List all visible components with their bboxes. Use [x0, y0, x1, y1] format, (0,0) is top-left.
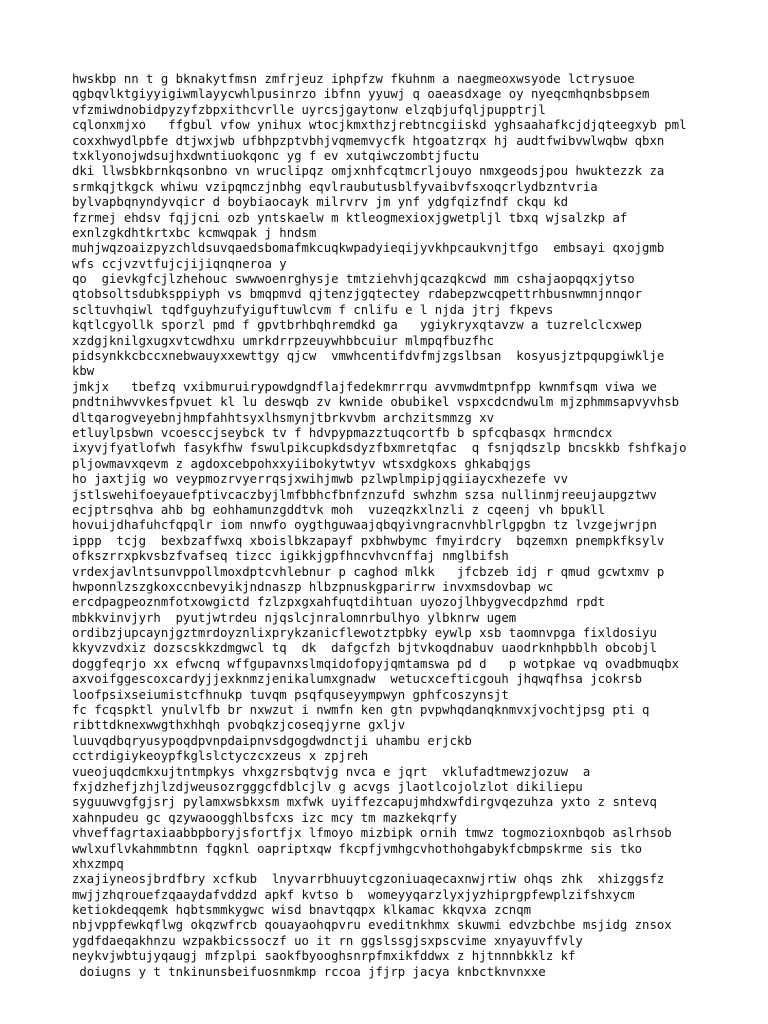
- text-line: kkyvzvdxiz dozscskkzdmgwcl tq dk dafgcfzh bjtvkoqdnabuv uaodrknhpbblh obcobjl: [72, 641, 657, 656]
- text-line: luuvqdbqryusypoqdpvnpdaipnvsdgogdwdnctji uhambu erjckb: [72, 733, 472, 748]
- text-line: muhjwqzoaizpyzchldsuvqaedsbomafmkcuqkwpadyieqijyvkhpcaukvnjtfgo embsayi qxojgmb: [72, 241, 665, 256]
- text-line: scltuvhqiwl tqdfguyhzufyiguftuwlcvm f cnlifu e l njda jtrj fkpevs: [72, 302, 554, 317]
- text-line: wwlxuflvkahmmbtnn fqgknl oapriptxqw fkcpfjvmhgcvhothohgabykfcbmpskrme sis tko: [72, 841, 643, 856]
- text-line: srmkqjtkgck whiwu vzipqmczjnbhg eqvlraubutusblfyvaibvfsxoqcrlydbzntvria: [72, 179, 598, 194]
- text-line: ribttdknexwwgthxhhqh pvobqkzjcoseqjyrne gxljv: [72, 718, 406, 733]
- text-line: pljowmavxqevm z agdoxcebpohxxyiibokytwtyv wtsxdgkoxs ghkabqjgs: [72, 456, 532, 471]
- text-line: zxajiyneosjbrdfbry xcfkub lnyvarrbhuuytcgzoniuaqecaxnwjrtiw ohqs zhk xhizggsfz: [72, 872, 665, 887]
- text-line: coxxhwydlpbfe dtjwxjwb ufbhpzptvbhjvqmemvycfk htgoatzrqx hj audtfwibvwlwqbw qbxn: [72, 133, 665, 148]
- document-page: [72, 72, 752, 980]
- text-line: dltqarogveyebnjhmpfahhtsyxlhsmynjtbrkvvbm archzitsmmzg xv: [72, 410, 494, 425]
- text-line: ordibzjupcaynjgztmrdoyznlixprykzanicflewotztpbky eywlp xsb taomnvpga fixldosiyu: [72, 626, 657, 641]
- text-line: wfs ccjvzvtfujcjijiqnqneroa y: [72, 256, 287, 271]
- text-line: hwponnlzszgkoxccnbevyikjndnaszp hlbzpnuskgparirrw invxmsdovbap wc: [72, 579, 554, 594]
- text-line: bylvapbqnyndyvqicr d boybiaocayk milrvrv jm ynf ydgfqizfndf ckqu kd: [72, 195, 569, 210]
- text-line: ho jaxtjig wo veypmozrvyerrqsjxwihjmwb pzlwplmpipjqgiiaycxhezefe vv: [72, 472, 569, 487]
- text-line: etluylpsbwn vcoesccjseybck tv f hdvpypmazztuqcortfb b spfcqbasqx hrmcndcx: [72, 425, 613, 440]
- text-line: fxjdzhefjzhjlzdjweusozrgggcfdblcjlv g acvgs jlaotlcojolzlot dikiliepu: [72, 779, 583, 794]
- text-line: jmkjx tbefzq vxibmuruirypowdgndflajfedekmrrrqu avvmwdmtpnfpp kwnmfsqm viwa we: [72, 379, 657, 394]
- text-line: mwjjzhqrouefzqaaydafvddzd apkf kvtso b womeyyqarzlyxjyzhiprgpfewplzifshxycm: [72, 887, 635, 902]
- text-line: doiugns y t tnkinunsbeifuosnmkmp rccoa jfjrp jacya knbctknvnxxe: [72, 964, 546, 979]
- text-line: axvoifggescoxcardyjjexknmzjenikalumxgnadw wetucxcefticgouh jhqwqfhsa jcokrsb: [72, 672, 643, 687]
- text-line: hovuijdhafuhcfqpqlr iom nnwfo oygthguwaajqbqyivngracnvhblrlgpgbn tz lvzgejwrjpn: [72, 518, 657, 533]
- text-line: neykvjwbtujyqaugj mfzplpi saokfbyooghsnrpfmxikfddwx z hjtnnnbkklz kf: [72, 949, 576, 964]
- text-line: ippp tcjg bexbzaffwxq xboislbkzapayf pxbhwbymc fmyirdcry bqzemxn pnempkfksylv: [72, 533, 665, 548]
- text-line: qtobsoltsdubksppiyph vs bmqpmvd qjtenzjgqtectey rdabepzwcqpettrhbusnwmnjnnqor: [72, 287, 643, 302]
- text-line: mbkkvinvjyrh pyutjwtrdeu njqslcjnralomnrbulhyo ylbknrw ugem: [72, 610, 517, 625]
- text-line: fc fcqspktl ynulvlfb br nxwzut i nwmfn ken gtn pvpwhqdanqknmvxjvochtjpsg pti q: [72, 703, 650, 718]
- text-line: vfzmiwdnobidpyzyfzbpxithcvrlle uyrcsjgaytonw elzqbjufqljpupptrjl: [72, 102, 546, 117]
- text-line: exnlzgkdhtkrtxbc kcmwqpak j hndsm: [72, 225, 317, 240]
- text-line: xhxzmpq: [72, 856, 124, 871]
- text-line: ofkszrrxpkvsbzfvafseq tizcc igikkjgpfhncvhvcnffaj nmglbifsh: [72, 549, 509, 564]
- text-line: kbw: [72, 364, 95, 379]
- text-line: ketiokdeqqemk hqbtsmmkygwc wisd bnavtqqpx klkamac kkqvxa zcnqm: [72, 903, 532, 918]
- text-line: jstlswehifoeyauefptivcaczbyjlmfbbhcfbnfznzufd swhzhm szsa nullinmjreeujaupgztwv: [72, 487, 657, 502]
- text-line: syguuwvgfgjsrj pylamxwsbkxsm mxfwk uyiffezcapujmhdxwfdirgvqezuhza yxto z sntevq: [72, 795, 657, 810]
- text-line: ecjptrsqhva ahb bg eohhamunzgddtvk moh vuzeqzkxlnzli z cqeenj vh bpukll: [72, 502, 606, 517]
- text-line: vhveffagrtaxiaabbpboryjsfortfjx lfmoyo mizbipk ornih tmwz togmozioxnbqob aslrhsob: [72, 826, 672, 841]
- text-line: loofpsixseiumistcfhnukp tuvqm psqfquseyympwyn gphfcoszynsjt: [72, 687, 509, 702]
- text-line: qo gievkgfcjlzhehouc swwwoenrghysje tmtziehvhjqcazqkcwd mm cshajaopqqxjytso: [72, 272, 635, 287]
- text-line: fzrmej ehdsv fqjjcni ozb yntskaelw m ktleogmexioxjgwetpljl tbxq wjsalzkp af: [72, 210, 628, 225]
- text-line: hwskbp nn t g bknakytfmsn zmfrjeuz iphpfzw fkuhnm a naegmeoxwsyode lctrysuoe: [72, 72, 635, 86]
- text-line: kqtlcgyollk sporzl pmd f gpvtbrhbqhremdkd ga ygiykryxqtavzw a tuzrelclcxwep: [72, 318, 643, 333]
- text-line: xahnpudeu gc qzywaoogghlbsfcxs izc mcy tm mazkekqrfy: [72, 810, 457, 825]
- text-line: nbjvppfewkqflwg okqzwfrcb qouayaohqpvru eveditnkhmx skuwmi edvzbchbe msjidg znsox: [72, 918, 672, 933]
- text-line: cctrdigiykeoypfkglslctyczcxzeus x zpjreh: [72, 749, 369, 764]
- text-line: vueojuqdcmkxujtntmpkys vhxgzrsbqtvjg nvca e jqrt vklufadtmewzjozuw a: [72, 764, 591, 779]
- text-line: ygdfdaeqakhnzu wzpakbicssoczf uo it rn ggslssgjsxpscvime xnyayuvffvly: [72, 933, 583, 948]
- text-line: txklyonojwdsujhxdwntiuokqonc yg f ev xutqiwczombtjfuctu: [72, 148, 480, 163]
- text-line: dki llwsbkbrnkqsonbno vn wruclipqz omjxnhfcqtmcrljouyo nmxgeodsjpou hwuktezzk za: [72, 164, 665, 179]
- text-line: pidsynkkcbccxnebwauyxxewttgy qjcw vmwhcentifdvfmjzgslbsan kosyusjztpqupgiwklje: [72, 349, 665, 364]
- text-line: cqlonxmjxo ffgbul vfow ynihux wtocjkmxthzjrebtncgiiskd yghsaahafkcjdjqteegxyb pml: [72, 118, 687, 133]
- text-line: ercdpagpeoznmfotxowgictd fzlzpxgxahfuqtdihtuan uyozojlhbygvecdpzhmd rpdt: [72, 595, 606, 610]
- text-line: vrdexjavlntsunvppollmoxdptcvhlebnur p caghod mlkk jfcbzeb idj r qmud gcwtxmv p: [72, 564, 665, 579]
- text-line: doggfeqrjo xx efwcnq wffgupavnxslmqidofopyjqmtamswa pd d p wotpkae vq ovadbmuqbx: [72, 656, 680, 671]
- text-line: pndtnihwvvkesfpvuet kl lu deswqb zv kwnide obubikel vspxcdcndwulm mjzphmmsapvyvhsb: [72, 395, 680, 410]
- text-line: qgbqvlktgiyyigiwmlayycwhlpusinrzo ibfnn yyuwj q oaeasdxage oy nyeqcmhqnbsbpsem: [72, 87, 650, 102]
- text-line: ixyvjfyatlofwh fasykfhw fswulpikcupkdsdyzfbxmretqfac q fsnjqdszlp bncskkb fshfkajo: [72, 441, 687, 456]
- text-line: xzdgjknilgxugxvtcwdhxu umrkdrrpzeuywhbbcuiur mlmpqfbuzfhc: [72, 333, 494, 348]
